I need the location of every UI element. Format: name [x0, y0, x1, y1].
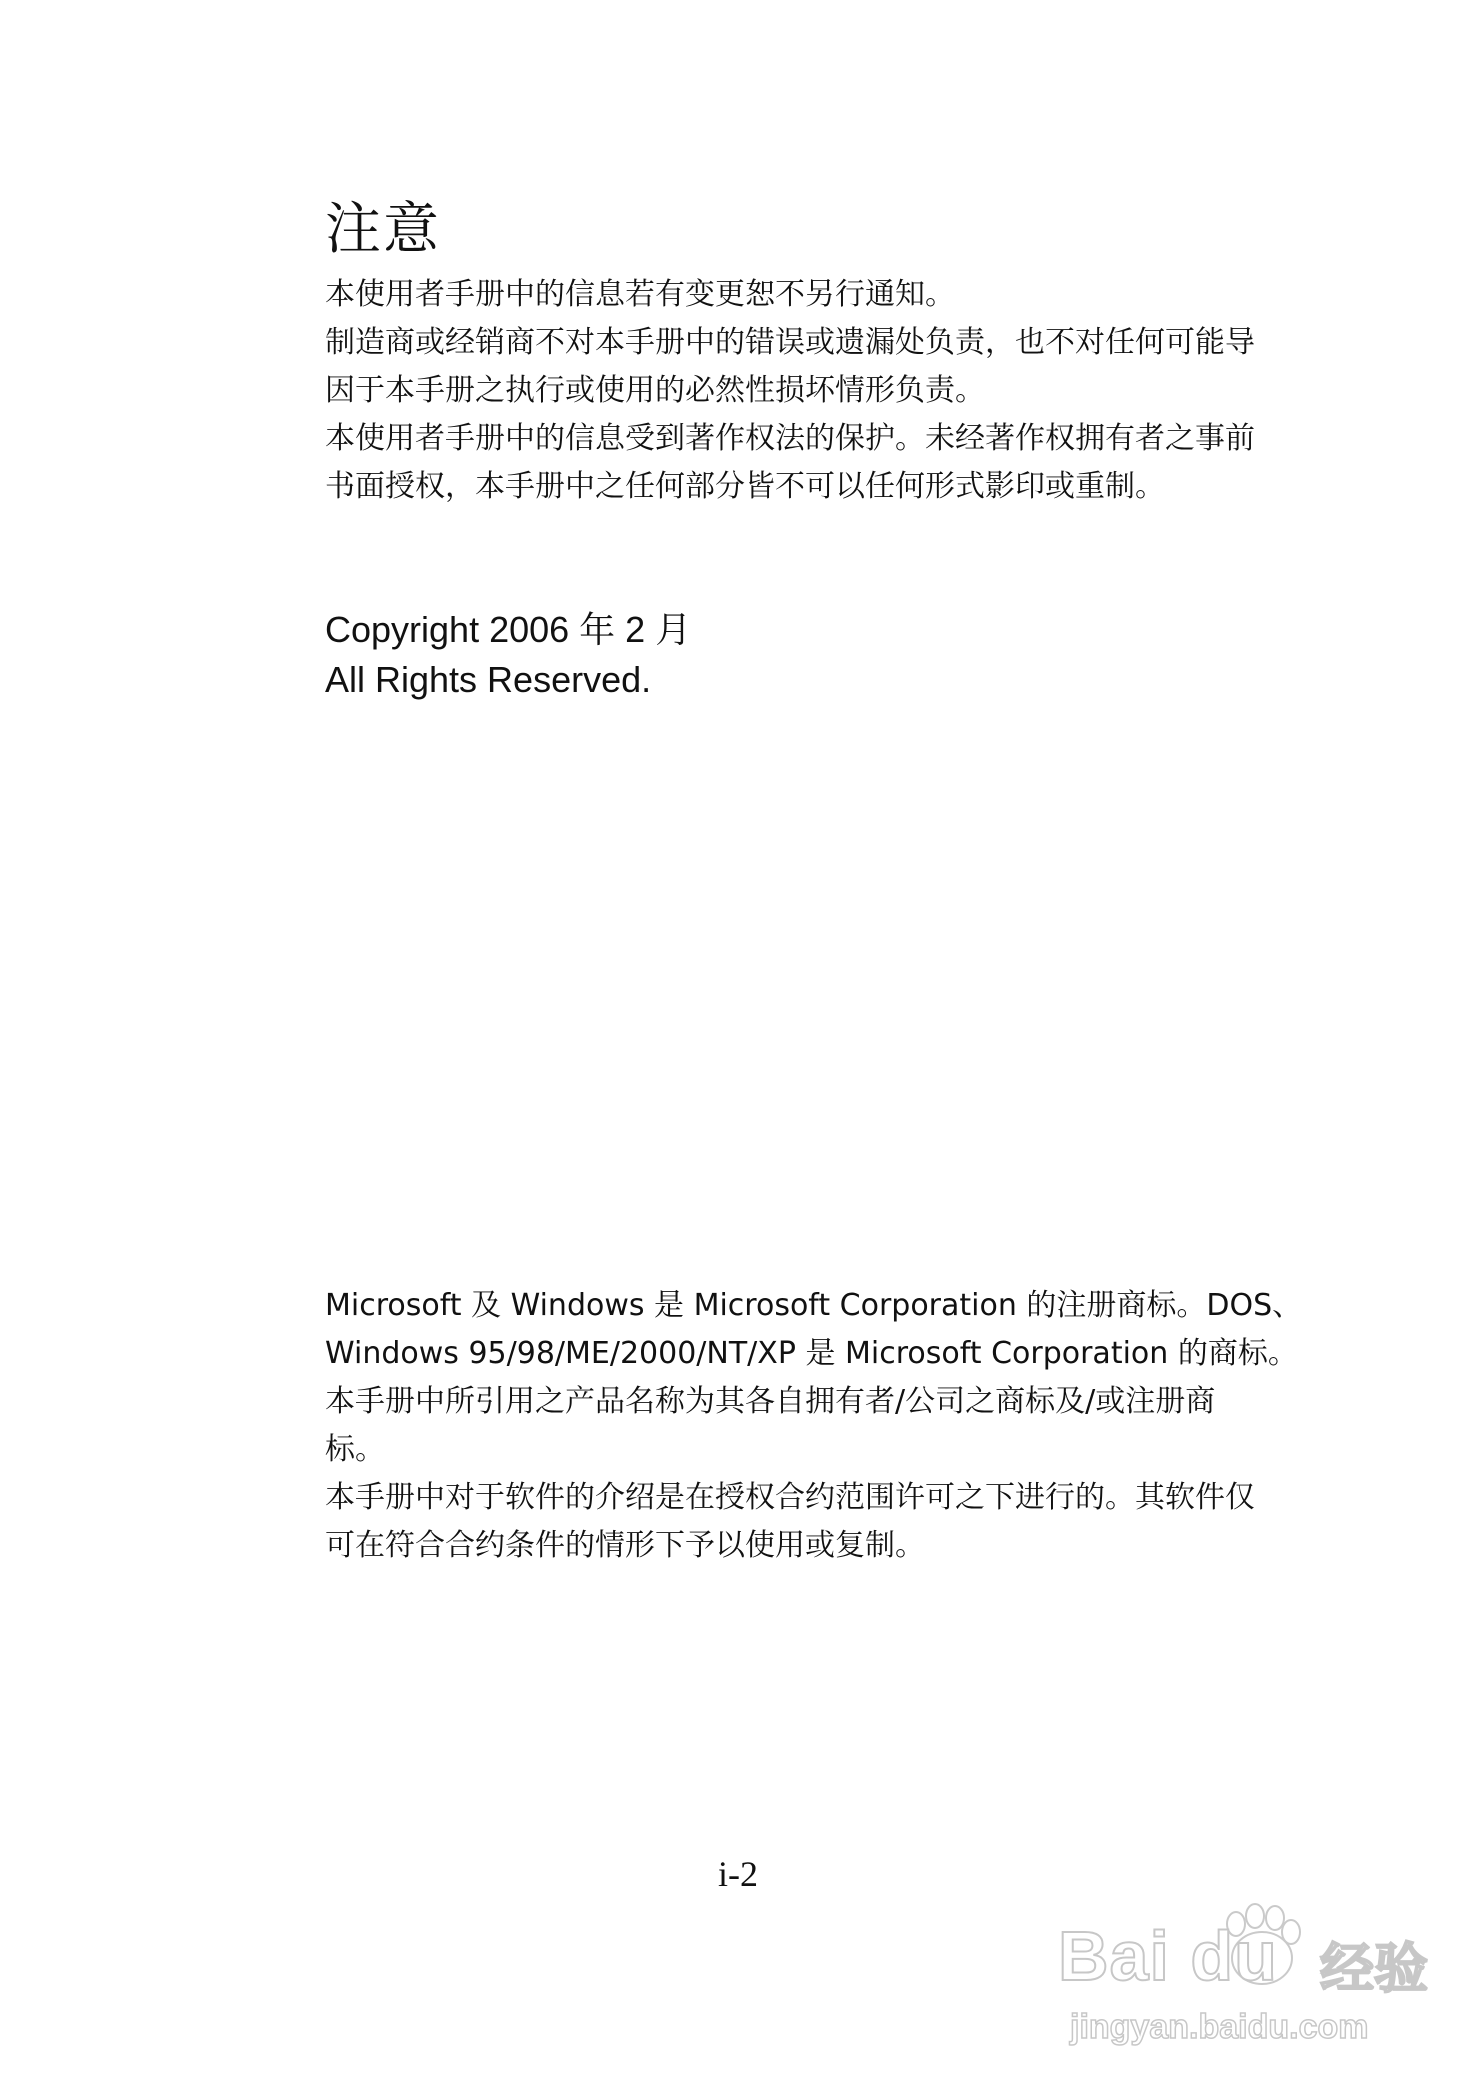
page-title: 注意 — [325, 196, 441, 262]
watermark-cn: 经验 — [1320, 1937, 1428, 2000]
page-number: i-2 — [718, 1854, 758, 1894]
watermark-brand: Bai du — [1058, 1917, 1278, 1995]
trademark-line: Microsoft 及 Windows 是 Microsoft Corporation 的注册商标。DOS、 — [325, 1288, 1303, 1323]
watermark-url: jingyan.baidu.com — [1070, 2008, 1369, 2046]
baidu-jingyan-watermark — [1030, 1880, 1450, 2070]
notice-section — [325, 271, 1325, 511]
trademark-line: 可在符合合约条件的情形下予以使用或复制。 — [325, 1528, 925, 1563]
trademark-section — [325, 1282, 1325, 1570]
notice-line: 本使用者手册中的信息若有变更恕不另行通知。 — [325, 277, 955, 312]
notice-line: 本使用者手册中的信息受到著作权法的保护。未经著作权拥有者之事前 — [325, 421, 1255, 456]
copyright-section — [325, 605, 691, 705]
copyright-date: Copyright 2006 年 2 月 — [325, 609, 692, 650]
rights-reserved: All Rights Reserved. — [325, 659, 652, 700]
notice-line: 制造商或经销商不对本手册中的错误或遗漏处负责，也不对任何可能导 — [325, 325, 1255, 360]
notice-line: 因于本手册之执行或使用的必然性损坏情形负责。 — [325, 373, 985, 408]
trademark-line: 本手册中所引用之产品名称为其各自拥有者/公司之商标及/或注册商 — [325, 1384, 1216, 1419]
trademark-line: 本手册中对于软件的介绍是在授权合约范围许可之下进行的。其软件仅 — [325, 1480, 1255, 1515]
notice-line: 书面授权，本手册中之任何部分皆不可以任何形式影印或重制。 — [325, 469, 1165, 504]
trademark-line: 标。 — [325, 1432, 385, 1467]
trademark-line: Windows 95/98/ME/2000/NT/XP 是 Microsoft Corporation 的商标。 — [325, 1336, 1298, 1371]
